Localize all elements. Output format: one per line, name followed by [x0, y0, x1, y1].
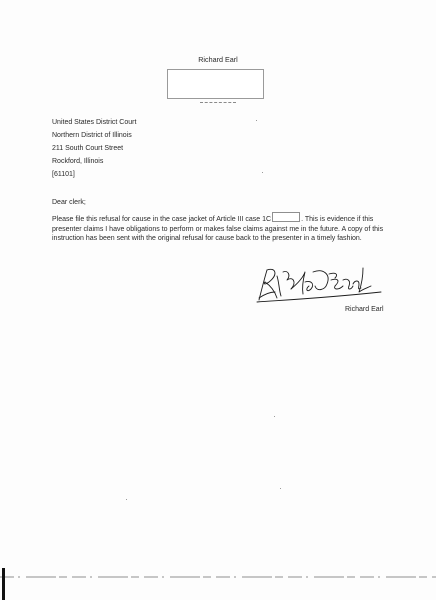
recipient-address [52, 118, 136, 183]
scan-edge-shadow [2, 568, 5, 600]
scan-speck [256, 120, 257, 121]
address-line-zip: [61101] [52, 171, 75, 178]
scan-speck [274, 416, 275, 417]
address-line-court: United States District Court [52, 119, 137, 126]
salutation: Dear clerk; [52, 199, 86, 206]
signer-name: Richard Earl [345, 306, 384, 313]
body-text-part2: . This is evidence if this presenter claims I have obligations to perform or makes false claims against me in the future. A copy of this instruction has been sent with the original refusal for cause back to the presenter in a timely fashion. [52, 216, 384, 243]
redacted-case-number-box [272, 212, 300, 222]
address-line-city: Rockford, Illinois [52, 158, 104, 165]
redacted-address-box [167, 69, 264, 99]
letter-body [52, 212, 392, 244]
handwritten-signature [255, 262, 385, 310]
scan-speck [126, 499, 127, 500]
address-line-district: Northern District of Illinois [52, 132, 132, 139]
scan-speck [280, 488, 281, 489]
address-line-street: 211 South Court Street [52, 145, 124, 152]
body-text-part1: Please file this refusal for cause in the case jacket of Article III case 1C [52, 216, 272, 223]
sender-name: Richard Earl [198, 55, 238, 64]
scan-speck [262, 172, 263, 173]
scan-artifact-line [0, 576, 436, 578]
redacted-zip-remnant [200, 99, 236, 103]
